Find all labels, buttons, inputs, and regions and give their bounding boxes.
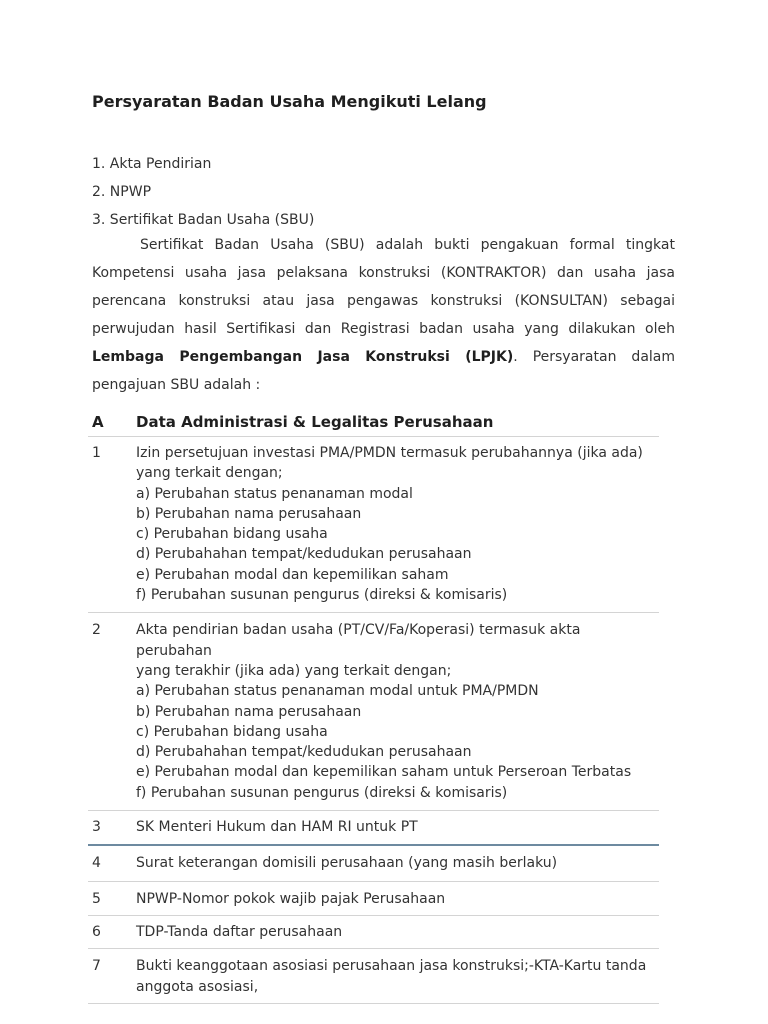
row-number: 5	[92, 890, 101, 907]
row-number: 4	[92, 855, 101, 872]
row-number: 3	[92, 819, 101, 836]
page-title: Persyaratan Badan Usaha Mengikuti Lelang	[92, 92, 487, 111]
row-line: Surat keterangan domisili perusahaan (yang masih berlaku)	[136, 855, 558, 872]
row-content	[136, 443, 659, 605]
row-line: a) Perubahan status penanaman modal untuk PMA/PMDN	[136, 683, 539, 700]
table-header-row	[88, 408, 659, 437]
row-line: e) Perubahan modal dan kepemilikan saham	[136, 566, 449, 583]
row-content	[136, 620, 659, 803]
requirements-table	[88, 408, 659, 1004]
row-content	[136, 956, 659, 997]
row-line: e) Perubahan modal dan kepemilikan saham untuk Perseroan Terbatas	[136, 764, 632, 781]
row-number: 1	[92, 445, 101, 461]
lpjk-bold-text: Lembaga Pengembangan Jasa Konstruksi (LPJK)	[92, 349, 514, 365]
row-content	[136, 889, 659, 909]
list-item: 3. Sertifikat Badan Usaha (SBU)	[92, 212, 315, 228]
row-line: a) Perubahan status penanaman modal	[136, 485, 413, 502]
list-item: 1. Akta Pendirian	[92, 156, 212, 172]
row-line: TDP-Tanda daftar perusahaan	[136, 923, 343, 940]
table-row	[88, 811, 659, 846]
table-row	[88, 846, 659, 881]
row-line: anggota asosiasi,	[136, 978, 259, 995]
row-number: 2	[92, 622, 101, 639]
row-line: yang terkait dengan;	[136, 465, 283, 482]
row-line: Izin persetujuan investasi PMA/PMDN termasuk perubahannya (jika ada)	[136, 445, 643, 461]
table-row	[88, 949, 659, 1004]
paragraph-text: Sertifikat Badan Usaha (SBU) adalah bukti pengakuan formal tingkat Kompetensi usaha jasa pelaksana konstruksi (KONTRAKTOR) dan usaha jasa perencana konstruksi atau jasa pengawas konstruksi (KONSULTAN) sebagai perwujudan hasil Sertifikasi dan Registrasi badan usaha yang dilakukan oleh	[92, 237, 675, 337]
row-line: c) Perubahan bidang usaha	[136, 526, 328, 543]
row-line: Akta pendirian badan usaha (PT/CV/Fa/Koperasi) termasuk akta perubahan	[136, 622, 581, 659]
row-line: SK Menteri Hukum dan HAM RI untuk PT	[136, 819, 418, 836]
row-line: d) Perubahahan tempat/kedudukan perusahaan	[136, 546, 472, 563]
row-content	[136, 922, 659, 942]
table-header-num: A	[92, 413, 104, 431]
row-line: NPWP-Nomor pokok wajib pajak Perusahaan	[136, 890, 446, 907]
row-line: c) Perubahan bidang usaha	[136, 723, 328, 740]
table-row	[88, 882, 659, 916]
requirements-list	[92, 150, 314, 234]
table-row	[88, 613, 659, 811]
row-number: 7	[92, 958, 101, 975]
row-content	[136, 817, 659, 837]
row-line: yang terakhir (jika ada) yang terkait dengan;	[136, 662, 452, 679]
row-line: Bukti keanggotaan asosiasi perusahaan jasa konstruksi;-KTA-Kartu tanda	[136, 958, 647, 975]
row-line: d) Perubahahan tempat/kedudukan perusahaan	[136, 744, 472, 761]
list-item: 2. NPWP	[92, 184, 152, 200]
table-row	[88, 916, 659, 949]
row-line: b) Perubahan nama perusahaan	[136, 505, 362, 522]
table-header-text: Data Administrasi & Legalitas Perusahaan	[136, 413, 494, 431]
sbu-description-paragraph	[92, 231, 675, 399]
table-row	[88, 437, 659, 613]
row-content	[136, 853, 659, 873]
row-number: 6	[92, 923, 101, 940]
paragraph-text-end: . Persyaratan dalam pengajuan SBU adalah :	[92, 349, 675, 393]
row-line: b) Perubahan nama perusahaan	[136, 703, 362, 720]
row-line: f) Perubahan susunan pengurus (direksi & komisaris)	[136, 587, 508, 604]
row-line: f) Perubahan susunan pengurus (direksi & komisaris)	[136, 784, 508, 801]
